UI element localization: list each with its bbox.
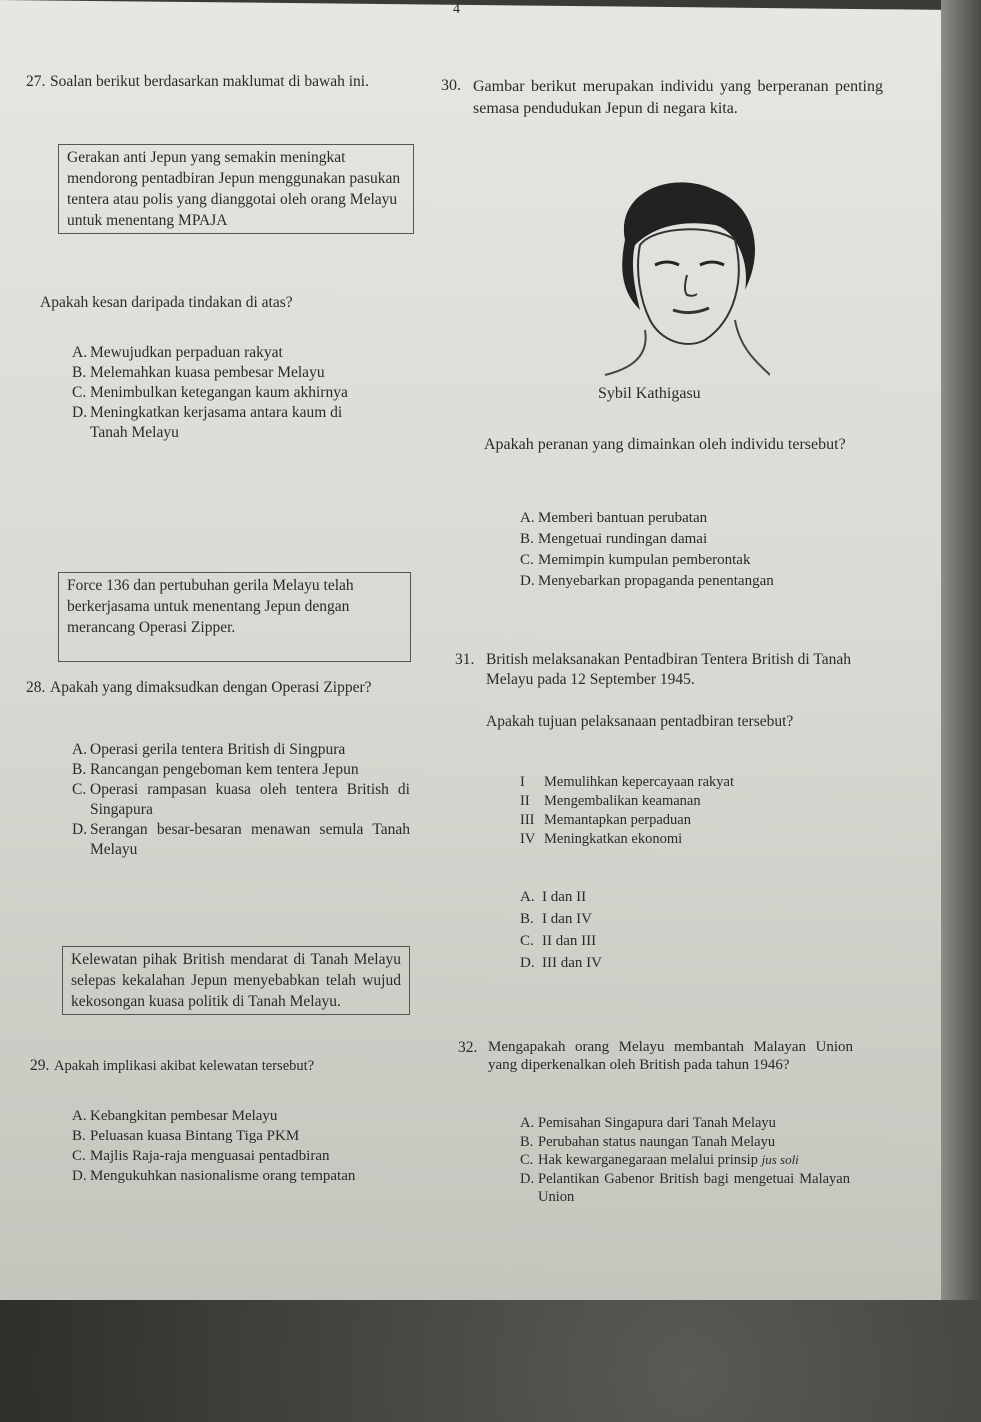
- q30-number: 30.: [441, 77, 461, 94]
- q28-options: [72, 740, 417, 860]
- q31-option-d[interactable]: D. III dan IV: [520, 955, 602, 971]
- q30-option-c[interactable]: C. Memimpin kumpulan pemberontak: [520, 552, 751, 568]
- q27-option-a[interactable]: A. Mewujudkan perpaduan rakyat: [72, 344, 283, 361]
- q31-statement-iv: IV Meningkatkan ekonomi: [520, 831, 683, 847]
- q31-option-c[interactable]: C. II dan III: [520, 933, 597, 949]
- q29-options: [72, 1106, 417, 1186]
- q28-info-box: Force 136 dan pertubuhan gerila Melayu telah berkerjasama untuk menentang Jepun dengan merancang Operasi Zipper.: [58, 572, 411, 662]
- q28-option-a[interactable]: A. Operasi gerila tentera British di Singpura: [72, 741, 346, 758]
- q29-question: Apakah implikasi akibat kelewatan tersebut?: [54, 1058, 315, 1074]
- q27-option-b[interactable]: B. Melemahkan kuasa pembesar Melayu: [72, 364, 325, 381]
- q27-option-d[interactable]: D. Meningkatkan kerjasama antara kaum di Tanah Melayu: [72, 404, 343, 441]
- q31-options: [520, 886, 720, 974]
- q31-option-b[interactable]: B. I dan IV: [520, 911, 592, 927]
- q30-option-a[interactable]: A. Memberi bantuan perubatan: [520, 510, 708, 526]
- q27-options: [72, 343, 417, 443]
- q28-question: Apakah yang dimaksudkan dengan Operasi Zipper?: [50, 679, 372, 696]
- q31-stem: British melaksanakan Pentadbiran Tentera British di Tanah Melayu pada 12 September 1945.: [486, 651, 851, 688]
- q31-statement-ii: II Mengembalikan keamanan: [520, 793, 701, 809]
- q30-question: Apakah peranan yang dimainkan oleh individu tersebut?: [484, 436, 846, 453]
- q27-option-c[interactable]: C. Menimbulkan ketegangan kaum akhirnya: [72, 384, 348, 401]
- q32-option-c[interactable]: C. Hak kewarganegaraan melalui prinsip jus soli: [520, 1152, 799, 1168]
- q31-statements: [520, 773, 820, 849]
- q28-option-b[interactable]: B. Rancangan pengeboman kem tentera Jepun: [72, 761, 359, 778]
- q28-option-c[interactable]: C. Operasi rampasan kuasa oleh tentera British di Singapura: [72, 781, 410, 818]
- q28-option-d[interactable]: D. Serangan besar-besaran menawan semula Tanah Melayu: [72, 821, 410, 858]
- q31-question: Apakah tujuan pelaksanaan pentadbiran tersebut?: [486, 713, 794, 730]
- q27-question: Apakah kesan daripada tindakan di atas?: [40, 294, 293, 311]
- q29-option-b[interactable]: B. Peluasan kuasa Bintang Tiga PKM: [72, 1128, 300, 1144]
- floor-background: [0, 1300, 981, 1422]
- q32-option-d[interactable]: D. Pelantikan Gabenor British bagi mengetuai Malayan Union: [520, 1170, 850, 1205]
- q29-option-a[interactable]: A. Kebangkitan pembesar Melayu: [72, 1108, 278, 1124]
- q31-number: 31.: [455, 651, 475, 668]
- q30-options: [520, 508, 900, 592]
- q29-option-d[interactable]: D. Mengukuhkan nasionalisme orang tempatan: [72, 1168, 356, 1184]
- q27-info-box: Gerakan anti Jepun yang semakin meningkat mendorong pentadbiran Jepun menggunakan pasukan tentera atau polis yang dianggotai oleh orang Melayu untuk menentang MPAJA: [58, 144, 414, 234]
- q29-number: 29.: [30, 1057, 50, 1074]
- q27-stem: Soalan berikut berdasarkan maklumat di bawah ini.: [50, 73, 369, 90]
- portrait-caption: Sybil Kathigasu: [598, 385, 701, 402]
- paper-edge: [941, 0, 981, 1422]
- q32-options: [520, 1114, 850, 1207]
- q28-number: 28.: [26, 679, 46, 696]
- page-number: 4: [453, 2, 460, 17]
- q30-stem: Gambar berikut merupakan individu yang berperanan penting semasa pendudukan Jepun di negara kita.: [473, 78, 883, 117]
- q31-statement-i: I Memulihkan kepercayaan rakyat: [520, 774, 735, 790]
- q32-option-a[interactable]: A. Pemisahan Singapura dari Tanah Melayu: [520, 1115, 776, 1131]
- q29-info-box: Kelewatan pihak British mendarat di Tanah Melayu selepas kekalahan Jepun menyebabkan telah wujud kekosongan kuasa politik di Tanah Melayu.: [62, 946, 410, 1015]
- q30-option-d[interactable]: D. Menyebarkan propaganda penentangan: [520, 573, 774, 589]
- q27-number: 27.: [26, 73, 46, 90]
- q32-number: 32.: [458, 1039, 478, 1056]
- q31-option-a[interactable]: A. I dan II: [520, 889, 587, 905]
- q31-statement-iii: III Memantapkan perpaduan: [520, 812, 691, 828]
- q32-stem: Mengapakah orang Melayu membantah Malayan Union yang diperkenalkan oleh British pada tahun 1946?: [488, 1039, 853, 1073]
- sybil-kathigasu-portrait: [595, 170, 770, 380]
- q30-option-b[interactable]: B. Mengetuai rundingan damai: [520, 531, 708, 547]
- q29-option-c[interactable]: C. Majlis Raja-raja menguasai pentadbiran: [72, 1148, 330, 1164]
- q32-option-b[interactable]: B. Perubahan status naungan Tanah Melayu: [520, 1133, 776, 1150]
